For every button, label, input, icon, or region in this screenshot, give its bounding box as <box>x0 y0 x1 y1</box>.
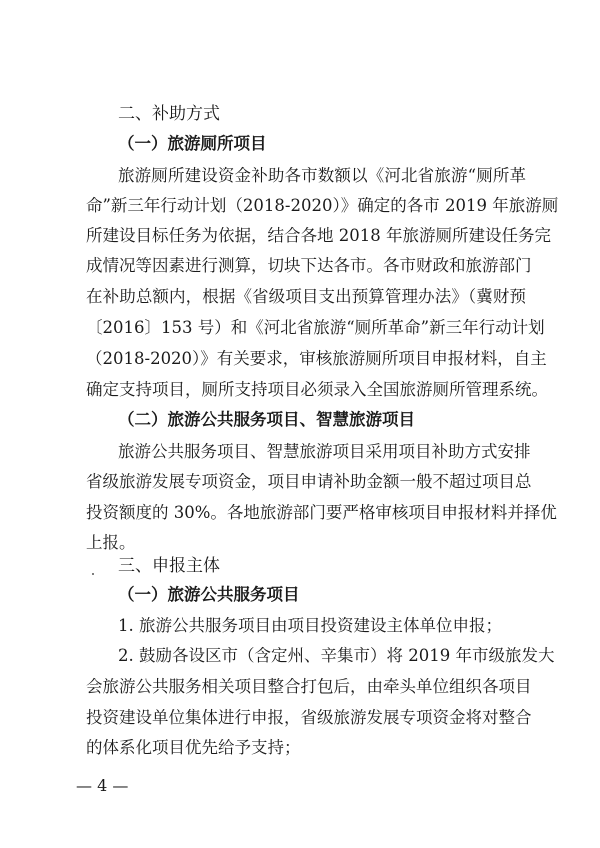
paragraph-line: 旅游公共服务项目、智慧旅游项目采用项目补助方式安排 <box>118 442 531 461</box>
paragraph-line: 〔2016〕153 号）和《河北省旅游“厕所革命”新三年行动计划 <box>86 318 545 337</box>
page-number: — 4 — <box>76 776 129 795</box>
section-2-heading: 二、补助方式 <box>118 104 220 124</box>
paragraph-line: 的体系化项目优先给予支持； <box>86 738 301 757</box>
section-3-heading: 三、申报主体 <box>118 556 220 576</box>
paragraph-line: 命”新三年行动计划（2018-2020）》确定的各市 2019 年旅游厕 <box>86 196 559 215</box>
list-item: 2. 鼓励各设区市（含定州、辛集市）将 2019 年市级旅发大 <box>118 646 555 665</box>
section-3-sub-1-heading: （一）旅游公共服务项目 <box>118 585 300 604</box>
paragraph-line: 成情况等因素进行测算，切块下达各市。各市财政和旅游部门 <box>86 256 532 275</box>
paragraph-line: 确定支持项目，厕所支持项目必须录入全国旅游厕所管理系统。 <box>86 380 548 399</box>
paragraph-line: 投资建设单位集体进行申报，省级旅游发展专项资金将对整合 <box>86 708 532 727</box>
section-2-sub-1-heading: （一）旅游厕所项目 <box>118 134 267 153</box>
paragraph-line: 会旅游公共服务相关项目整合打包后，由牵头单位组织各项目 <box>86 677 532 696</box>
section-2-sub-2-heading: （二）旅游公共服务项目、智慧旅游项目 <box>118 410 415 429</box>
paragraph-line: 所建设目标任务为依据，结合各地 2018 年旅游厕所建设任务完 <box>86 226 551 245</box>
paragraph-line: （2018-2020）》有关要求，审核旅游厕所项目申报材料，自主 <box>86 349 547 368</box>
list-item: 1. 旅游公共服务项目由项目投资建设主体单位申报； <box>118 616 502 635</box>
paragraph-line: 省级旅游发展专项资金，项目申请补助金额一般不超过项目总 <box>86 472 532 491</box>
paragraph-line: 旅游厕所建设资金补助各市数额以《河北省旅游“厕所革 <box>118 166 526 185</box>
paragraph-line: 在补助总额内，根据《省级项目支出预算管理办法》（冀财预 <box>86 287 526 306</box>
paragraph-line: 投资额度的 30%。各地旅游部门要严格审核项目申报材料并择优 <box>86 503 557 522</box>
scan-speck <box>92 573 94 575</box>
paragraph-line: 上报。 <box>86 533 136 552</box>
